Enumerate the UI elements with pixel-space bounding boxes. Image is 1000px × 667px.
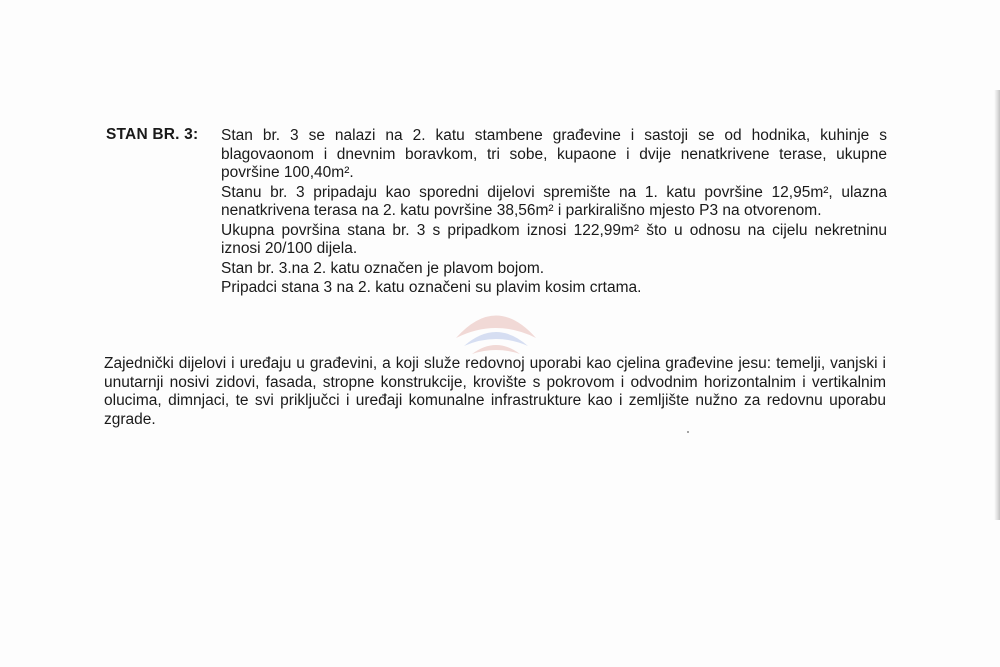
page-edge-shadow [994, 90, 1000, 520]
apartment-paragraph: Stan br. 3.na 2. katu označen je plavom bojom. [221, 259, 545, 277]
apartment-paragraph: Pripadci stana 3 na 2. katu označeni su plavim kosim crtama. [221, 279, 642, 296]
apartment-description [221, 127, 887, 298]
apartment-paragraph: Stan br. 3 se nalazi na 2. katu stambene građevine i sastoji se od hodnika, kuhinje s blagovaonom i dnevnim boravkom, tri sobe, kupaone i dvije nenatkrivene terase, ukupne površine 100,40m². [221, 127, 887, 181]
apartment-label: STAN BR. 3: [106, 126, 199, 143]
scan-speck [687, 431, 689, 433]
apartment-paragraph: Stanu br. 3 pripadaju kao sporedni dijelovi spremište na 1. katu površine 12,95m², ulazna nenatkrivena terasa na 2. katu površine 38,56m² i parkirališno mjesto P3 na otvorenom. [221, 183, 887, 219]
common-parts-section [104, 355, 886, 429]
common-parts-paragraph: Zajednički dijelovi i uređaju u građevini, a koji služe redovnoj uporabi kao cjelina građevine jesu: temelji, vanjski i unutarnji nosivi zidovi, fasada, stropne konstrukcije, krovište s pokrovom i odvodnim horizontalnim i vertikalnim olucima, dimnjaci, te svi priključci i uređaji komunalne infrastrukture kao i zemljište nužno za redovnu uporabu zgrade. [104, 355, 886, 428]
apartment-paragraph: Ukupna površina stana br. 3 s pripadkom iznosi 122,99m² što u odnosu na cijelu nekretninu iznosi 20/100 dijela. [221, 221, 887, 257]
